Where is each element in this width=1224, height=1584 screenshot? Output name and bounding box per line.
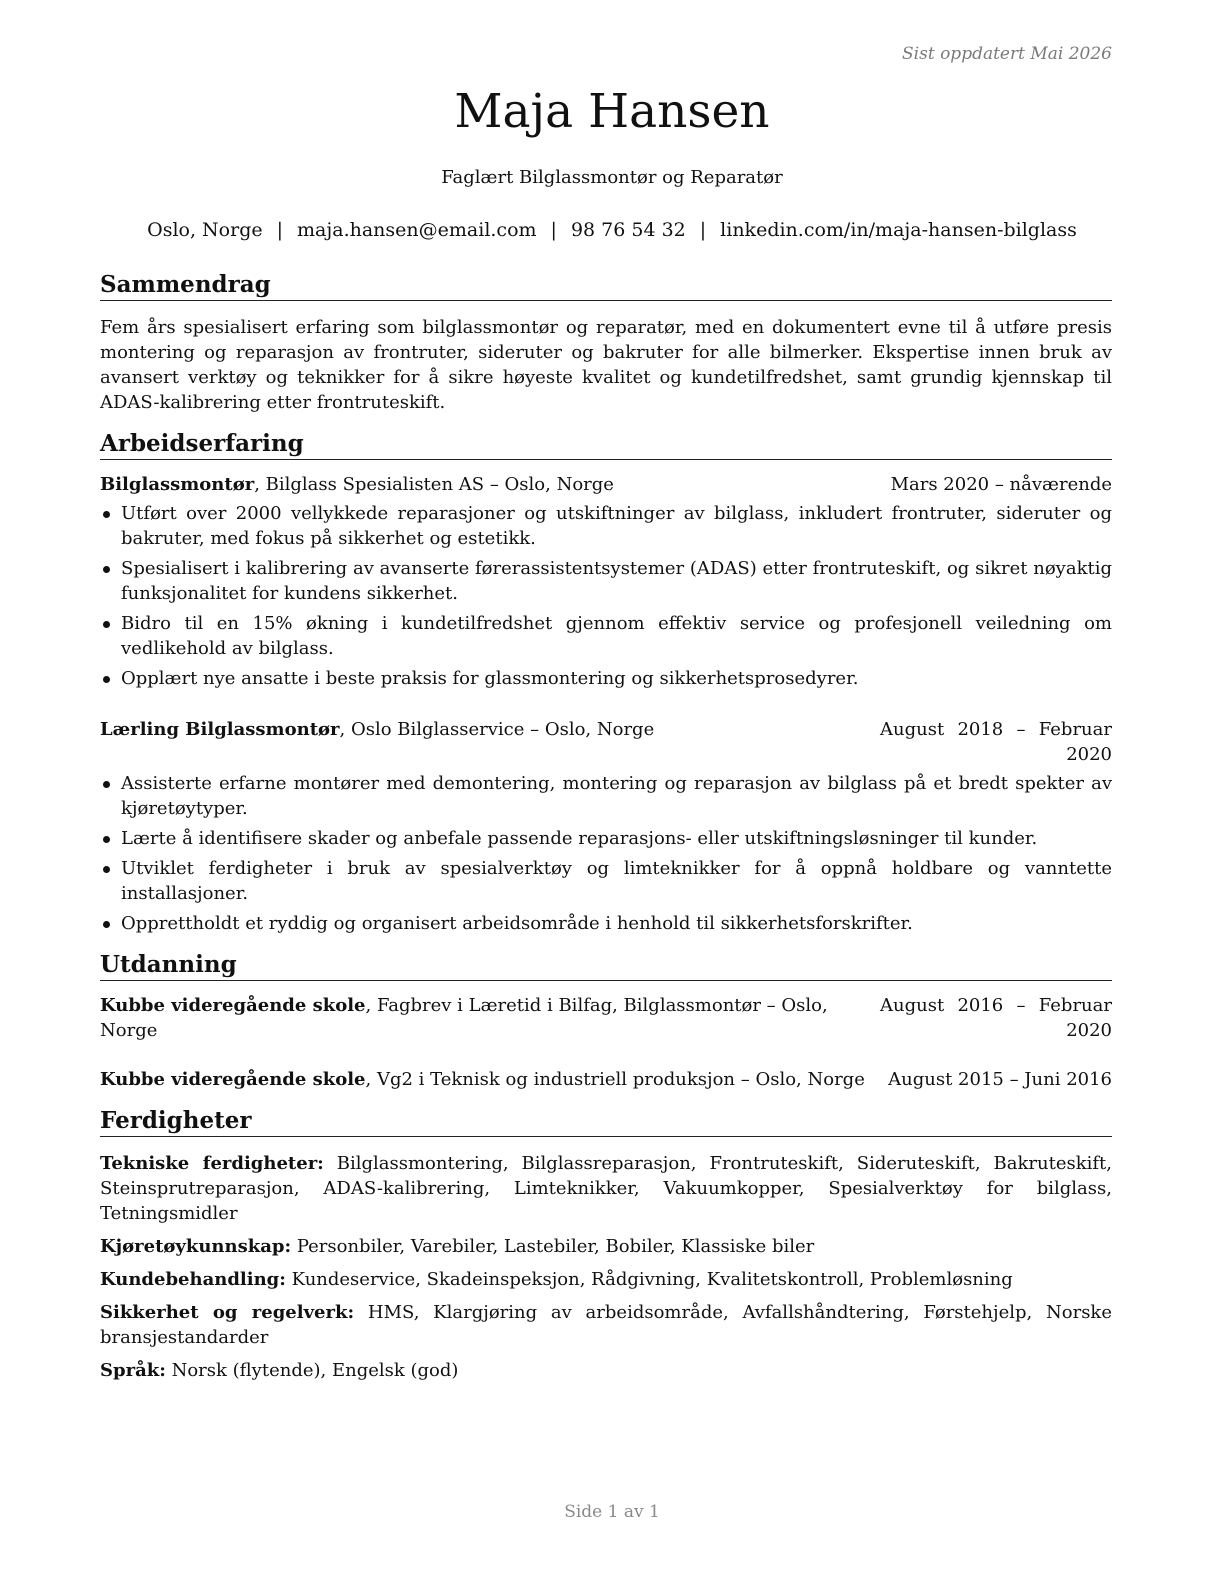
bullet-item — [100, 911, 1112, 936]
bullet-icon — [103, 781, 110, 788]
education-date: August 2015 – Juni 2016 — [888, 1069, 1112, 1090]
bullet-icon — [103, 921, 110, 928]
skill-label: Tekniske ferdigheter: — [100, 1153, 324, 1174]
education-title-line — [100, 993, 880, 1043]
education-detail: , Vg2 i Teknisk og industriell produksjon – Oslo, Norge — [365, 1069, 865, 1090]
contact-separator: | — [550, 219, 557, 241]
skill-group — [100, 1300, 1112, 1350]
education-entry — [100, 993, 1112, 1043]
contact-location: Oslo, Norge — [147, 219, 263, 241]
skill-value: Bilglassmontering, Bilglassreparasjon, Frontruteskift, Sideruteskift, Bakruteskift, Steinsprutreparasjon, ADAS-kalibrering, Limteknikker, Vakuumkopper, Spesialverktøy for bilglass, Tetningsmidler — [100, 1153, 1112, 1224]
education-date: August 2016 – Februar 2020 — [880, 995, 1112, 1041]
bullet-item — [100, 771, 1112, 821]
school-name: Kubbe videregående skole — [100, 1069, 366, 1090]
skill-group — [100, 1234, 1112, 1259]
bullet-text: Bidro til en 15% økning i kundetilfredshet gjennom effektiv service og profesjonell veiledning om vedlikehold av bilglass. — [121, 613, 1112, 659]
skills-section — [100, 1106, 1112, 1383]
job-org: , Bilglass Spesialisten AS – Oslo, Norge — [254, 474, 614, 495]
contact-linkedin[interactable]: linkedin.com/in/maja-hansen-bilglass — [720, 219, 1077, 241]
skill-label: Sikkerhet og regelverk: — [100, 1302, 355, 1323]
bullet-icon — [103, 836, 110, 843]
education-detail: , Fagbrev i Læretid i Bilfag, Bilglassmontør – Oslo, Norge — [100, 995, 828, 1041]
job-role: Bilglassmontør — [100, 474, 255, 495]
job-bullets — [100, 771, 1112, 936]
bullet-item — [100, 611, 1112, 661]
contact-line — [0, 219, 1224, 241]
person-name: Maja Hansen — [454, 84, 770, 139]
summary-section — [100, 270, 1112, 415]
bullet-text: Utført over 2000 vellykkede reparasjoner og utskiftninger av bilglass, inkludert frontruter, sideruter og bakruter, med fokus på sikkerhet og estetikk. — [121, 503, 1112, 549]
bullet-text: Opprettholdt et ryddig og organisert arbeidsområde i henhold til sikkerhetsforskrifter. — [121, 913, 913, 934]
summary-heading: Sammendrag — [100, 270, 1112, 301]
job-role: Lærling Bilglassmontør — [100, 719, 340, 740]
education-header — [100, 1067, 1112, 1092]
job-title-line — [100, 472, 891, 497]
bullet-text: Spesialisert i kalibrering av avanserte førerassistentsystemer (ADAS) etter frontruteskift, og sikret nøyaktig funksjonalitet for kundens sikkerhet. — [121, 558, 1112, 604]
skill-groups — [100, 1151, 1112, 1383]
bullet-item — [100, 666, 1112, 691]
bullet-icon — [103, 866, 110, 873]
education-heading: Utdanning — [100, 950, 1112, 981]
contact-separator: | — [276, 219, 284, 241]
education-title-line — [100, 1067, 888, 1092]
skill-group — [100, 1267, 1112, 1292]
experience-section — [100, 429, 1112, 936]
page-number: Side 1 av 1 — [564, 1502, 660, 1522]
contact-separator: | — [699, 219, 707, 241]
skills-heading: Ferdigheter — [100, 1106, 1112, 1137]
bullet-text: Assisterte erfarne montører med demontering, montering og reparasjon av bilglass på et bredt spekter av kjøretøytyper. — [121, 773, 1112, 819]
education-header — [100, 993, 1112, 1043]
skill-label: Kjøretøykunnskap: — [100, 1236, 292, 1257]
experience-heading: Arbeidserfaring — [100, 429, 1112, 460]
summary-text: Fem års spesialisert erfaring som bilglassmontør og reparatør, med en dokumentert evne til å utføre presis montering og reparasjon av frontruter, sideruter og bakruter for alle bilmerker. Ekspertise innen bruk av avansert verktøy og teknikker for å sikre høyeste kvalitet og kundetilfredshet, samt grundig kjennskap til ADAS-kalibrering etter frontruteskift. — [100, 317, 1112, 413]
job-date: August 2018 – Februar 2020 — [880, 719, 1112, 765]
bullet-item — [100, 501, 1112, 551]
job-title-line — [100, 717, 880, 767]
skill-value: HMS, Klargjøring av arbeidsområde, Avfallshåndtering, Førstehjelp, Norske bransjestandarder — [100, 1302, 1112, 1348]
bullet-icon — [103, 676, 110, 683]
contact-email[interactable]: maja.hansen@email.com — [297, 219, 537, 241]
school-name: Kubbe videregående skole — [100, 995, 366, 1016]
skill-label: Kundebehandling: — [100, 1269, 286, 1290]
job-date: Mars 2020 – nåværende — [890, 474, 1112, 495]
education-entry — [100, 1067, 1112, 1092]
bullet-text: Opplært nye ansatte i beste praksis for glassmontering og sikkerhetsprosedyrer. — [121, 668, 859, 689]
skill-value: Personbiler, Varebiler, Lastebiler, Bobiler, Klassiske biler — [291, 1236, 815, 1257]
job-entry — [100, 717, 1112, 936]
last-updated: Sist oppdatert Mai 2026 — [902, 44, 1112, 64]
bullet-icon — [103, 566, 110, 573]
job-tagline: Faglært Bilglassmontør og Reparatør — [441, 167, 783, 188]
bullet-text: Utviklet ferdigheter i bruk av spesialverktøy og limteknikker for å oppnå holdbare og vanntette installasjoner. — [121, 858, 1112, 904]
bullet-item — [100, 556, 1112, 606]
job-header — [100, 472, 1112, 497]
skill-value: Norsk (flytende), Engelsk (god) — [165, 1360, 459, 1381]
skill-value: Kundeservice, Skadeinspeksjon, Rådgivning, Kvalitetskontroll, Problemløsning — [285, 1269, 1013, 1290]
job-bullets — [100, 501, 1112, 691]
bullet-item — [100, 856, 1112, 906]
contact-phone: 98 76 54 32 — [570, 219, 686, 241]
bullet-item — [100, 826, 1112, 851]
bullet-icon — [103, 621, 110, 628]
job-entry — [100, 472, 1112, 691]
job-header — [100, 717, 1112, 767]
skill-group — [100, 1358, 1112, 1383]
skill-group — [100, 1151, 1112, 1226]
job-org: , Oslo Bilglasservice – Oslo, Norge — [339, 719, 655, 740]
education-section — [100, 950, 1112, 1092]
bullet-icon — [103, 511, 110, 518]
resume-content — [100, 270, 1112, 1383]
skill-label: Språk: — [100, 1360, 166, 1381]
bullet-text: Lærte å identifisere skader og anbefale passende reparasjons- eller utskiftningsløsninger til kunder. — [121, 828, 1038, 849]
